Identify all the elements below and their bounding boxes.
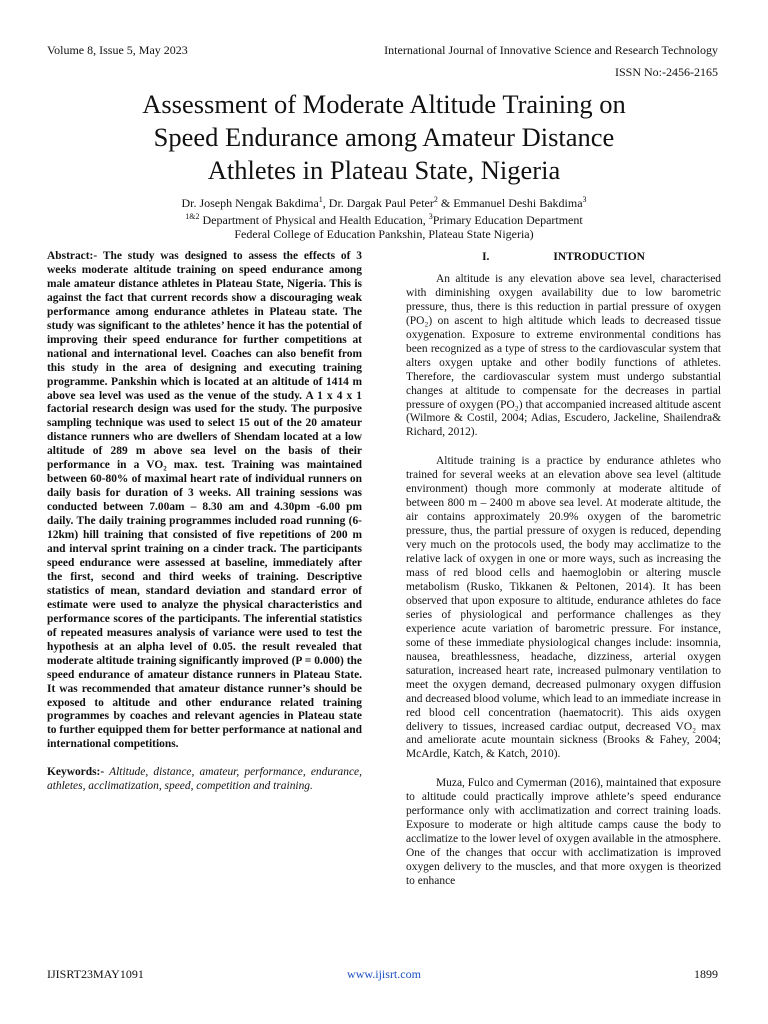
intro-paragraph-1: An altitude is any elevation above sea level, characterised with diminishing oxygen availability due to low barometric pressure, thus, there is this reduction in partial pressure of oxygen (PO₂) on ascent to high altitude which leads to decreased tissue oxygenation. Exposure to extreme environmental conditions has been recognized as a type of stress to the cardiovascular system that alters oxygen uptake and other bodily functions of athletes. Therefore, the cardiovascular system must undergo substantial changes at altitude to compensate for the decreases in partial pressure of oxygen (PO₂) that accompanied increased altitude ascent (Wilmore & Costil, 2004; Adias, Escudero, Jackeline, Shailendra& Richard, 2012). [406, 272, 721, 439]
paper-code: IJISRT23MAY1091 [47, 967, 144, 981]
affiliation-2: Primary Education Department [432, 213, 583, 227]
journal-website-link[interactable]: www.ijisrt.com [347, 967, 421, 981]
intro-paragraph-3: Muza, Fulco and Cymerman (2016), maintained that exposure to altitude could practically improve athlete’s speed endurance performance only with acclimatization and correct training loads. Exposure to moderate or high altitude camps cause the body to acclimatize to the lower level of oxygen available in the atmosphere. One of the changes that occur with acclimatization is improved oxygen delivery to the muscles, and that more oxygen is theorized to enhance [406, 777, 721, 888]
journal-name: International Journal of Innovative Science and Research Technology [384, 43, 718, 57]
section-title: INTRODUCTION [553, 251, 645, 263]
title-line-2: Speed Endurance among Amateur Distance [153, 122, 615, 152]
affiliation-1: Department of Physical and Health Education, [199, 213, 429, 227]
right-column [406, 250, 721, 904]
author-1-sup: 1 [318, 195, 323, 204]
keywords-label: Keywords:- [47, 766, 105, 779]
intro-paragraph-2: Altitude training is a practice by endurance athletes who trained for several weeks at an elevation above sea level (altitude environment) though more commonly at moderate altitude of between 800 m – 2400 m above sea level. At moderate altitude, the air contains approximately 20.9% oxygen of the barometric pressure, thus, the partial pressure of oxygen is reduced, depending very much on the protocols used, the body may acclimatize to the relative lack of oxygen in one or more ways, such as increasing the mass of red blood cells and haemoglobin or altering muscle metabolism (Rusko, Tikkanen & Peltonen, 2014). It has been observed that upon exposure to altitude, endurance athletes do face series of physiological and performance challenges as they experience acute variation of barometric pressure. For instance, some of these immediate physiological changes include: insomnia, nausea, breathlessness, headache, dizziness, arterial oxygen saturation, increased heart rate, increased pulmonary ventilation to meet the oxygen demand, decreased pulmonary oxygen diffusion and decreased blood volume, which lead to an immediate increase in red blood cell concentration (haematocrit). This aids oxygen delivery to tissues, increased cardiac output, decreased VO₂ max and ameliorate acute mountain sickness (Brooks & Fahey, 2004; McArdle, Katch, & Katch, 2010). [406, 455, 721, 761]
author-3: & Emmanuel Deshi Bakdima [437, 196, 583, 210]
section-number: I. [482, 251, 490, 263]
left-column [47, 250, 362, 794]
title-line-1: Assessment of Moderate Altitude Training on [142, 89, 626, 119]
volume-info: Volume 8, Issue 5, May 2023 [47, 43, 188, 57]
author-block [40, 193, 728, 241]
affiliation-sup-1: 1&2 [185, 212, 200, 221]
issn: ISSN No:-2456-2165 [614, 65, 718, 79]
footer-link-wrap [0, 967, 768, 982]
author-3-sup: 3 [582, 195, 587, 204]
keywords [47, 766, 362, 794]
section-heading [406, 251, 721, 265]
author-line [40, 193, 728, 210]
page-number: 1899 [694, 967, 718, 981]
author-2-sup: 2 [433, 195, 438, 204]
affiliation-sup-2: 3 [428, 212, 433, 221]
author-1: Dr. Joseph Nengak Bakdima [181, 196, 319, 210]
keywords-text: Altitude, distance, amateur, performance, endurance, athletes, acclimatization, speed, competition and training. [47, 766, 362, 793]
paper-title [60, 88, 708, 187]
affiliation-line-2: Federal College of Education Pankshin, Plateau State Nigeria) [234, 227, 534, 241]
abstract-text: Abstract:- The study was designed to assess the effects of 3 weeks moderate altitude training on speed endurance among male amateur distance athletes in Plateau State, Nigeria. This is against the fact that current records show a discouraging weak performance among endurance athletes in Plateau state. The study was significant to the athletes’ hence it has the potential of improving their speed endurance for further competitions at national and international level. Coaches can also benefit from this study in the area of designing and executing training programme. Pankshin which is located at an altitude of 1414 m above sea level was used as the venue of the study. A 1 x 4 x 1 factorial research design was used for the study. The purposive sampling technique was used to select 15 out of the 20 amateur distance runners who are dwellers of Shendam located at a low altitude of 289 m above sea level on the basis of their performance in a VO₂ max. test. Training was maintained between 60-80% of maximal heart rate of individual runners on daily basis for duration of 3 weeks. All training sessions was conducted between 7.00am – 8.30 am and 4.30pm -6.00 pm daily. The daily training programmes included road running (6-12km) hill training that consisted of five repetitions of 200 m and interval sprint training on a cinder track. The participants speed endurance were assessed at baseline, immediately after the first, second and third weeks of training. Descriptive statistics of mean, standard deviation and standard error of estimate were used to analyze the physical characteristics and performance scores of the participants. The inferential statistics of repeated measures analysis of variance were used to test the hypothesis at an alpha level of 0.05. the result revealed that moderate altitude training significantly improved (P = 0.000) the speed endurance of amateur distance runners in Plateau State. It was recommended that amateur distance runner’s should be exposed to altitude and other endurance related training programmes by coaches and relevant agencies in Plateau state to further equipped them for better performance at national and international competitions. [47, 250, 362, 751]
author-2: , Dr. Dargak Paul Peter [322, 196, 434, 210]
title-line-3: Athletes in Plateau State, Nigeria [207, 155, 561, 185]
affiliation-line-1 [40, 210, 728, 227]
